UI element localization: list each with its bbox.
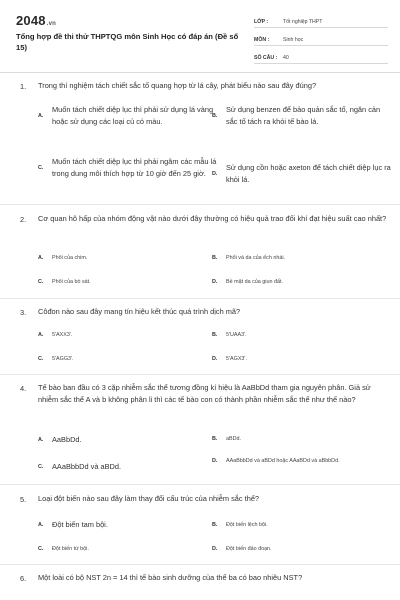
question-divider bbox=[0, 204, 400, 205]
question-divider bbox=[0, 374, 400, 375]
option-text: Đột biến đảo đoạn. bbox=[226, 546, 272, 552]
option-c[interactable] bbox=[38, 156, 218, 179]
question-text: Loại đột biến nào sau đây làm thay đổi cấu trúc của nhiễm sắc thể? bbox=[38, 494, 260, 503]
option-letter: D. bbox=[212, 458, 218, 464]
option-text: Bề mặt da của giun đất. bbox=[226, 279, 283, 285]
question-number: 4. bbox=[20, 384, 27, 393]
meta-value: Tốt nghiệp THPT bbox=[283, 19, 323, 25]
option-letter: D. bbox=[212, 279, 218, 285]
meta-value: 40 bbox=[283, 55, 289, 61]
question-text: Tế bào ban đầu có 3 cặp nhiễm sắc thể tương đồng kí hiệu là AaBbDd tham gia nguyên phân. Giả sử nhiễm sắc thể A và b không phân li thì các tế bào con có thành phần nhiễm sắc thể như thế nào? bbox=[38, 383, 371, 404]
option-letter: A. bbox=[38, 112, 44, 119]
question-text: Côđon nào sau đây mang tín hiệu kết thúc quá trình dịch mã? bbox=[38, 307, 241, 316]
option-text: 5'AGX3'. bbox=[226, 356, 247, 362]
option-c[interactable] bbox=[38, 278, 208, 286]
meta-value: Sinh học bbox=[283, 37, 304, 43]
option-c[interactable] bbox=[38, 355, 208, 363]
option-a[interactable] bbox=[38, 104, 218, 127]
option-letter: D. bbox=[212, 170, 218, 177]
option-text: 5'AGG3'. bbox=[52, 356, 74, 362]
option-letter: D. bbox=[212, 546, 218, 552]
option-letter: B. bbox=[212, 522, 218, 528]
question-number: 6. bbox=[20, 574, 27, 583]
option-text: Sử dụng benzen để bảo quản sắc tố, ngăn cản sắc tố tách ra khỏi tế bào lá. bbox=[226, 105, 381, 126]
option-letter: D. bbox=[212, 356, 218, 362]
option-letter: A. bbox=[38, 436, 44, 443]
option-text: Sử dụng cồn hoặc axeton để tách chiết diệp lục ra khỏi lá. bbox=[226, 163, 391, 184]
question-text: Một loài có bộ NST 2n = 14 thì tế bào sinh dưỡng của thể ba có bao nhiêu NST? bbox=[38, 573, 303, 582]
option-letter: B. bbox=[212, 436, 218, 442]
option-d[interactable] bbox=[212, 545, 382, 553]
site-logo[interactable] bbox=[16, 13, 56, 28]
option-text: Muốn tách chiết diệp lục thì phải sử dụng lá vàng hoặc sử dụng các loại củ có màu. bbox=[52, 105, 214, 126]
option-letter: C. bbox=[38, 356, 44, 362]
option-text: Muốn tách chiết diệp lục thì phải ngâm các mẫu lá trong dung môi thích hợp từ 10 giờ đến 25 giờ. bbox=[52, 157, 217, 178]
option-letter: C. bbox=[38, 164, 44, 171]
option-letter: B. bbox=[212, 112, 218, 119]
header-divider bbox=[0, 72, 400, 73]
option-d[interactable] bbox=[212, 162, 392, 185]
option-a[interactable] bbox=[38, 331, 208, 339]
option-text: AAaBbbDd và aBDd. bbox=[52, 462, 122, 471]
option-text: Phổi của bò sát. bbox=[52, 279, 91, 285]
question-number: 2. bbox=[20, 215, 27, 224]
question-text: Trong thí nghiệm tách chiết sắc tố quang hợp từ lá cây, phát biểu nào sau đây đúng? bbox=[38, 81, 317, 90]
option-b[interactable] bbox=[212, 435, 382, 443]
option-text: Đột biến lệch bội. bbox=[226, 522, 268, 528]
meta-label: MÔN : bbox=[254, 37, 270, 43]
option-d[interactable] bbox=[212, 355, 382, 363]
question-number: 1. bbox=[20, 82, 27, 91]
meta-row-class bbox=[254, 13, 388, 28]
option-b[interactable] bbox=[212, 331, 382, 339]
option-text: aBDd. bbox=[226, 436, 241, 442]
option-d[interactable] bbox=[212, 457, 372, 465]
option-letter: C. bbox=[38, 546, 44, 552]
option-a[interactable] bbox=[38, 254, 208, 262]
option-c[interactable] bbox=[38, 461, 208, 473]
option-a[interactable] bbox=[38, 519, 208, 531]
option-text: AAaBbbDd và aBDd hoặc AAaBDd và aBbbDd. bbox=[226, 458, 340, 464]
logo-suffix: .vn bbox=[46, 21, 57, 27]
option-letter: A. bbox=[38, 255, 44, 261]
question-text: Cơ quan hô hấp của nhóm động vật nào dưới đây thường có hiệu quả trao đổi khí đạt hiệu suất cao nhất? bbox=[38, 214, 387, 223]
option-text: 5'AXX3'. bbox=[52, 332, 73, 338]
exam-meta bbox=[254, 13, 388, 67]
question-number: 5. bbox=[20, 495, 27, 504]
option-letter: A. bbox=[38, 521, 44, 528]
option-text: Đột biến tam bội. bbox=[52, 520, 108, 529]
option-letter: A. bbox=[38, 332, 44, 338]
page-header bbox=[0, 0, 400, 72]
option-text: 5'UAA3'. bbox=[226, 332, 247, 338]
exam-title: Tổng hợp đề thi thử THPTQG môn Sinh Học có đáp án (Đề số 15) bbox=[16, 32, 239, 52]
option-letter: C. bbox=[38, 463, 44, 470]
meta-row-count bbox=[254, 49, 388, 64]
question-number: 3. bbox=[20, 308, 27, 317]
option-c[interactable] bbox=[38, 545, 208, 553]
option-letter: B. bbox=[212, 332, 218, 338]
meta-label: SỐ CÂU : bbox=[254, 55, 278, 61]
question-divider bbox=[0, 484, 400, 485]
question-divider bbox=[0, 298, 400, 299]
option-letter: B. bbox=[212, 255, 218, 261]
meta-label: LỚP : bbox=[254, 19, 269, 25]
logo-text: 2048 bbox=[16, 13, 46, 28]
option-b[interactable] bbox=[212, 254, 382, 262]
option-text: Đột biến tứ bội. bbox=[52, 546, 89, 552]
option-letter: C. bbox=[38, 279, 44, 285]
option-d[interactable] bbox=[212, 278, 382, 286]
option-text: Phổi của chim. bbox=[52, 255, 88, 261]
option-a[interactable] bbox=[38, 434, 208, 446]
option-b[interactable] bbox=[212, 521, 382, 529]
meta-row-subject bbox=[254, 31, 388, 46]
question-divider bbox=[0, 564, 400, 565]
option-b[interactable] bbox=[212, 104, 392, 127]
option-text: Phổi và da của ếch nhái. bbox=[226, 255, 286, 261]
option-text: AaBbDd. bbox=[52, 435, 82, 444]
